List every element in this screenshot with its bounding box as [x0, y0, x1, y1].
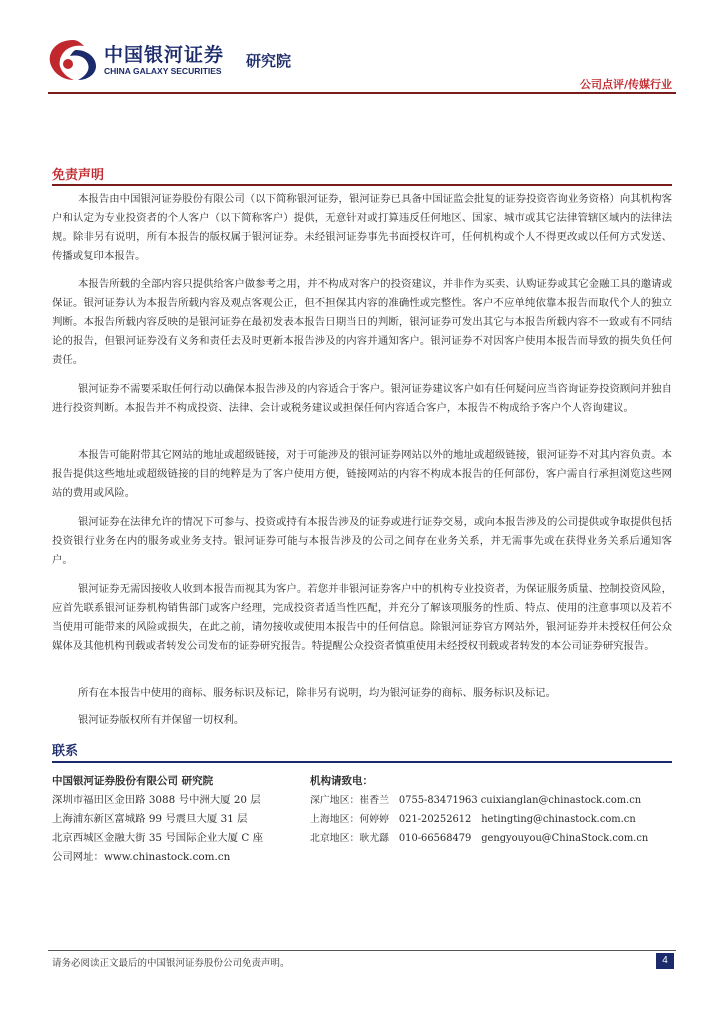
- header-divider: [48, 92, 676, 94]
- sales-heading: 机构请致电：: [310, 775, 373, 787]
- disclaimer-paragraph-1: 本报告由中国银河证券股份有限公司（以下简称银河证券，银河证券已具备中国证监会批复的证券投资咨询业务资格）向其机构客户和认定为专业投资者的个人客户（以下简称客户）提供，无意针对或打算违反任何地区、国家、城市或其它法律管辖区域内的法律法规。除非另有说明，所有本报告的版权属于银河证券。未经银河证券事先书面授权许可，任何机构或个人不得更改或以任何方式发送、传播或复印本报告。: [52, 193, 672, 262]
- report-header: [0, 0, 724, 92]
- document-category: 公司点评/传媒行业: [579, 78, 672, 91]
- company-address-shanghai: 上海浦东新区富城路 99 号震旦大厦 31 层: [52, 813, 248, 825]
- disclaimer-paragraph-2: 本报告所载的全部内容只提供给客户做参考之用，并不构成对客户的投资建议，并非作为买卖、认购证券或其它金融工具的邀请或保证。银河证券认为本报告所载内容及观点客观公正，但不担保其内容的准确性或完整性。客户不应单纯依靠本报告而取代个人的独立判断。本报告所载内容反映的是银河证券在最初发表本报告日期当日的判断，银河证券可发出其它与本报告所载内容不一致或有不同结论的报告，但银河证券没有义务和责任去及时更新本报告涉及的内容并通知客户。银河证券不对因客户使用本报告而导致的损失负任何责任。: [52, 278, 672, 366]
- company-address-beijing: 北京西城区金融大街 35 号国际企业大厦 C 座: [52, 832, 264, 844]
- company-contact: [52, 772, 302, 867]
- footer-disclaimer-note: 请务必阅读正文最后的中国银河证券股份公司免责声明。: [52, 958, 290, 969]
- brand-name: 中国银河证券: [104, 44, 225, 66]
- contact-divider: [52, 761, 672, 763]
- disclaimer-paragraph-5: 银河证券在法律允许的情况下可参与、投资或持有本报告涉及的证券或进行证券交易，或向本报告涉及的公司提供或争取提供包括投资银行业务在内的服务或业务支持。银河证券可能与本报告涉及的公司之间存在业务关系，并无需事先或在获得业务关系后通知客户。: [52, 516, 672, 566]
- company-heading: 中国银河证券股份有限公司 研究院: [52, 775, 214, 787]
- sales-contact: [310, 772, 674, 848]
- disclaimer-paragraph-7: 所有在本报告中使用的商标、服务标识及标记，除非另有说明，均为银河证券的商标、服务标识及标记。: [78, 687, 556, 699]
- disclaimer-paragraph-3: 银河证券不需要采取任何行动以确保本报告涉及的内容适合于客户。银河证券建议客户如有任何疑问应当咨询证券投资顾问并独自进行投资判断。本报告并不构成投资、法律、会计或税务建议或担保任何内容适合客户，本报告不构成给予客户个人咨询建议。: [52, 383, 672, 414]
- sales-contact-shanghai: 上海地区：何婷婷 021-20252612 hetingting@chinastock.com.cn: [310, 814, 636, 825]
- footer-divider: [48, 950, 676, 951]
- disclaimer-paragraph-8: 银河证券版权所有并保留一切权利。: [78, 714, 245, 726]
- contact-title: 联系: [52, 744, 79, 759]
- disclaimer-paragraph-6: 银河证券无需因接收人收到本报告而视其为客户。若您并非银河证券客户中的机构专业投资者，为保证服务质量、控制投资风险，应首先联系银河证券机构销售部门或客户经理，完成投资者适当性匹配，并充分了解该项服务的性质、特点、使用的注意事项以及若不当使用可能带来的风险或损失，在此之前，请勿接收或使用本报告中的任何信息。除银河证券官方网站外，银河证券并未授权任何公众媒体及其他机构刊载或者转发公司发布的证券研究报告。特提醒公众投资者慎重使用未经授权刊载或者转发的本公司证券研究报告。: [52, 583, 672, 652]
- sales-contact-shenguang: 深广地区：崔香兰 0755-83471963 cuixianglan@chinastock.com.cn: [310, 795, 642, 806]
- sales-contact-beijing: 北京地区：耿尤繇 010-66568479 gengyouyou@ChinaStock.com.cn: [310, 833, 649, 844]
- disclaimer-divider: [52, 184, 672, 186]
- disclaimer-paragraph-4: 本报告可能附带其它网站的地址或超级链接，对于可能涉及的银河证券网站以外的地址或超级链接，银河证券不对其内容负责。本报告提供这些地址或超级链接的目的纯粹是为了客户使用方便，链接网站的内容不构成本报告的任何部份，客户需自行承担浏览这些网站的费用或风险。: [52, 449, 672, 499]
- galaxy-logo-icon: [46, 38, 100, 82]
- company-website: 公司网址：www.chinastock.com.cn: [52, 851, 231, 863]
- brand-name-english: CHINA GALAXY SECURITIES: [104, 66, 222, 76]
- institute-label: 研究院: [246, 52, 292, 70]
- page-number: 4: [656, 953, 674, 969]
- company-address-shenzhen: 深圳市福田区金田路 3088 号中洲大厦 20 层: [52, 794, 261, 806]
- disclaimer-title: 免责声明: [52, 168, 105, 183]
